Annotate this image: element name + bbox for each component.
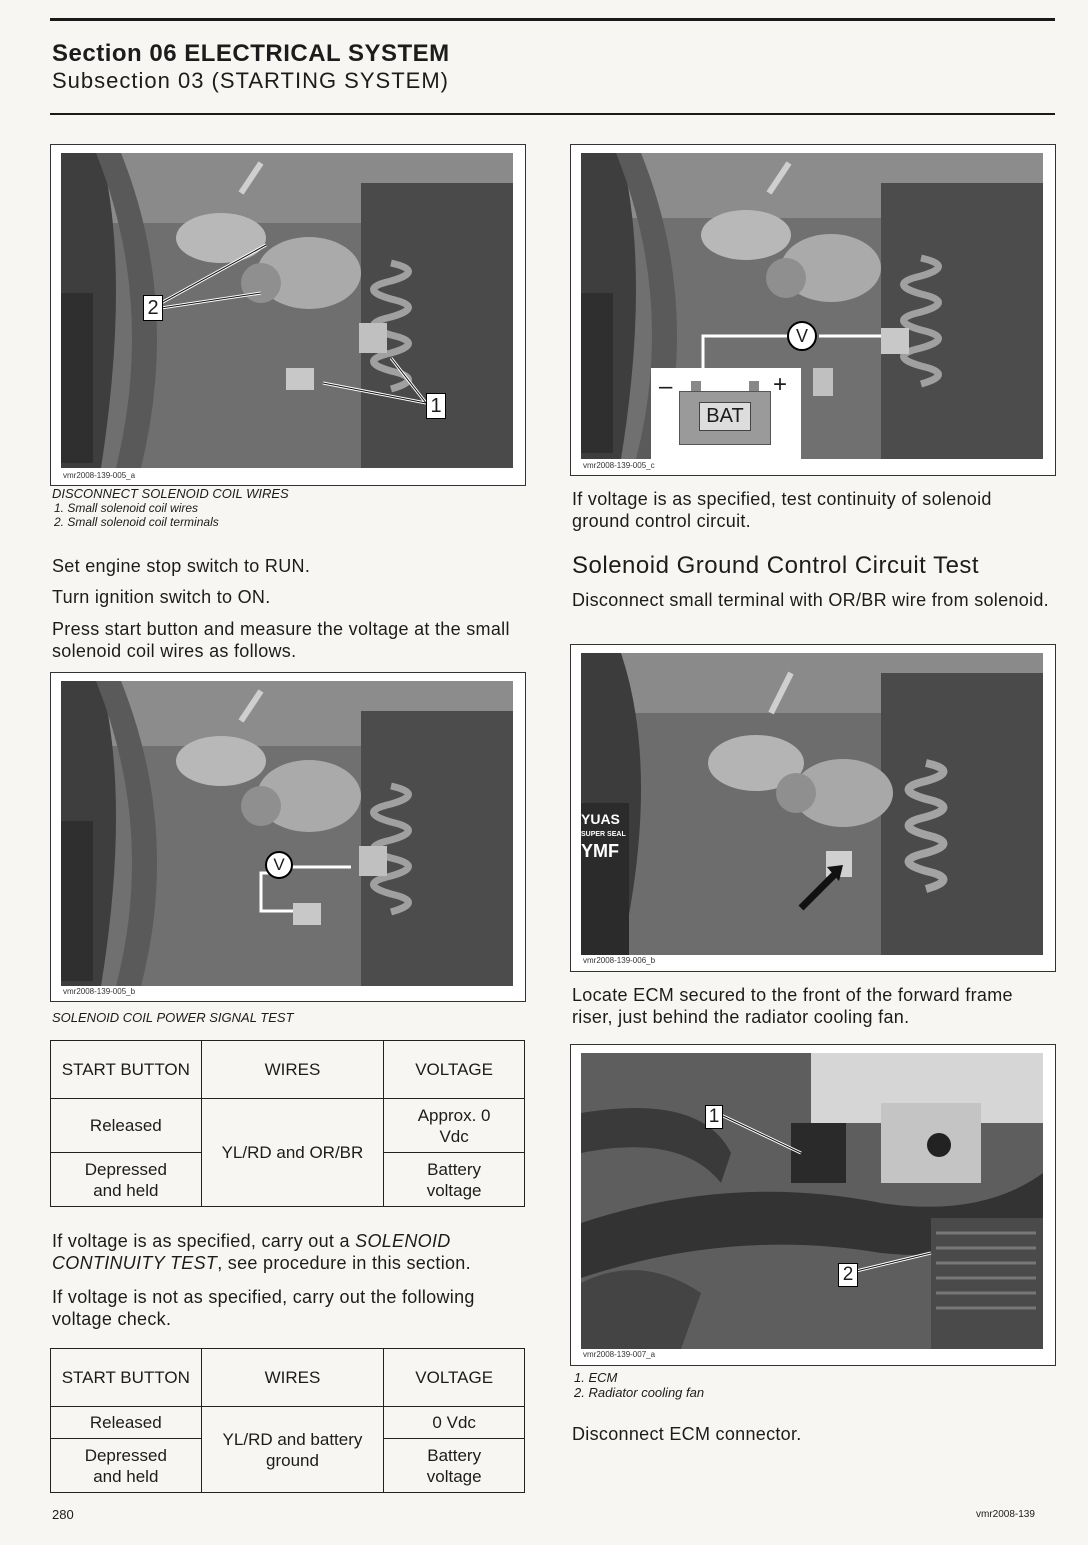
callout-label-1: 1 [705, 1105, 723, 1129]
table-cell: Released [51, 1407, 202, 1439]
figure-code: vmr2008-139-007_a [583, 1350, 656, 1359]
figure-battery-voltage-test [570, 144, 1056, 476]
battery-terminal-negative [691, 381, 701, 391]
figure-code: vmr2008-139-005_a [63, 471, 136, 480]
subsection-title: Subsection 03 (STARTING SYSTEM) [52, 68, 449, 93]
photo-ecm [581, 1053, 1043, 1349]
paragraph: If voltage is as specified, test continuity of solenoid ground control circuit. [572, 489, 992, 531]
table-header: START BUTTON [51, 1349, 202, 1407]
figure-disconnect-solenoid [50, 144, 526, 486]
battery-label: BAT [699, 402, 750, 431]
battery-decal-text: SUPER SEAL [581, 831, 626, 838]
voltmeter-label: V [273, 855, 285, 874]
figure-code: vmr2008-139-006_b [583, 956, 656, 965]
figure-ecm-location [570, 1044, 1056, 1366]
procedure-reference: SOLENOID CONTINUITY TEST [52, 1231, 451, 1273]
top-rule [50, 18, 1055, 21]
battery-icon [679, 391, 771, 445]
figure-caption-item: 2. Small solenoid coil terminals [54, 515, 219, 529]
table-cell: Battery voltage [384, 1153, 525, 1207]
paragraph-text: If voltage is as specified, carry out a [52, 1231, 356, 1251]
section-title: Section 06 ELECTRICAL SYSTEM [52, 40, 450, 67]
voltage-table-2 [50, 1348, 525, 1493]
callout-label-1: 1 [426, 393, 446, 419]
table-cell: Released [51, 1099, 202, 1153]
table-cell: Battery voltage [384, 1439, 525, 1493]
figure-caption-item: 2. Radiator cooling fan [574, 1385, 705, 1400]
step-text: Set engine stop switch to RUN. [52, 556, 311, 576]
photo-battery-test [581, 153, 1043, 459]
battery-minus-sign: – [659, 373, 673, 400]
header-rule [50, 113, 1055, 115]
table-header: WIRES [201, 1349, 384, 1407]
table-cell: Approx. 0 Vdc [384, 1099, 525, 1153]
callout-label-2: 2 [838, 1263, 858, 1287]
battery-terminal-positive [749, 381, 759, 391]
callout-label-2: 2 [143, 295, 163, 321]
table-header: VOLTAGE [384, 1041, 525, 1099]
table-cell: Depressed and held [51, 1153, 202, 1207]
paragraph [52, 1230, 530, 1274]
paragraph: Disconnect ECM connector. [572, 1424, 802, 1444]
table-cell-wires: YL/RD and battery ground [201, 1407, 384, 1493]
photo-solenoid-terminal [581, 653, 1043, 955]
battery-decal-text: YUAS [581, 811, 620, 827]
figure-code: vmr2008-139-005_b [63, 987, 136, 996]
section-heading: Solenoid Ground Control Circuit Test [572, 552, 980, 579]
figure-caption-item: 1. Small solenoid coil wires [54, 501, 199, 515]
figure-caption-item: 1. ECM [574, 1370, 618, 1385]
table-cell: Depressed and held [51, 1439, 202, 1493]
figure-caption-title: SOLENOID COIL POWER SIGNAL TEST [52, 1010, 294, 1025]
figure-caption-title: DISCONNECT SOLENOID COIL WIRES [52, 486, 289, 501]
voltage-table-1 [50, 1040, 525, 1207]
table-header: VOLTAGE [384, 1349, 525, 1407]
voltmeter-symbol [787, 321, 817, 351]
step-text: Press start button and measure the voltage at the small solenoid coil wires as follows. [52, 619, 510, 661]
voltmeter-symbol [265, 851, 293, 879]
photo-power-signal [61, 681, 513, 986]
battery-decal-text: YMF [581, 841, 619, 861]
table-header: START BUTTON [51, 1041, 202, 1099]
battery-decal [581, 811, 627, 859]
step-text: Turn ignition switch to ON. [52, 587, 271, 607]
figure-power-signal-test [50, 672, 526, 1002]
paragraph: Disconnect small terminal with OR/BR wire from solenoid. [572, 590, 1049, 610]
callout-arrows [61, 153, 513, 468]
table-cell: 0 Vdc [384, 1407, 525, 1439]
voltmeter-label: V [795, 326, 808, 346]
paragraph-text: , see procedure in this section. [217, 1253, 471, 1273]
photo-solenoid-wires [61, 153, 513, 468]
table-cell-wires: YL/RD and OR/BR [201, 1099, 384, 1207]
paragraph: Locate ECM secured to the front of the forward frame riser, just behind the radiator cooling fan. [572, 985, 1013, 1027]
table-header: WIRES [201, 1041, 384, 1099]
document-code: vmr2008-139 [976, 1509, 1035, 1520]
figure-code: vmr2008-139-005_c [583, 461, 655, 470]
paragraph: If voltage is not as specified, carry out the following voltage check. [52, 1287, 475, 1329]
battery-plus-sign: + [773, 371, 788, 398]
figure-solenoid-terminal [570, 644, 1056, 972]
page-number: 280 [52, 1507, 74, 1522]
